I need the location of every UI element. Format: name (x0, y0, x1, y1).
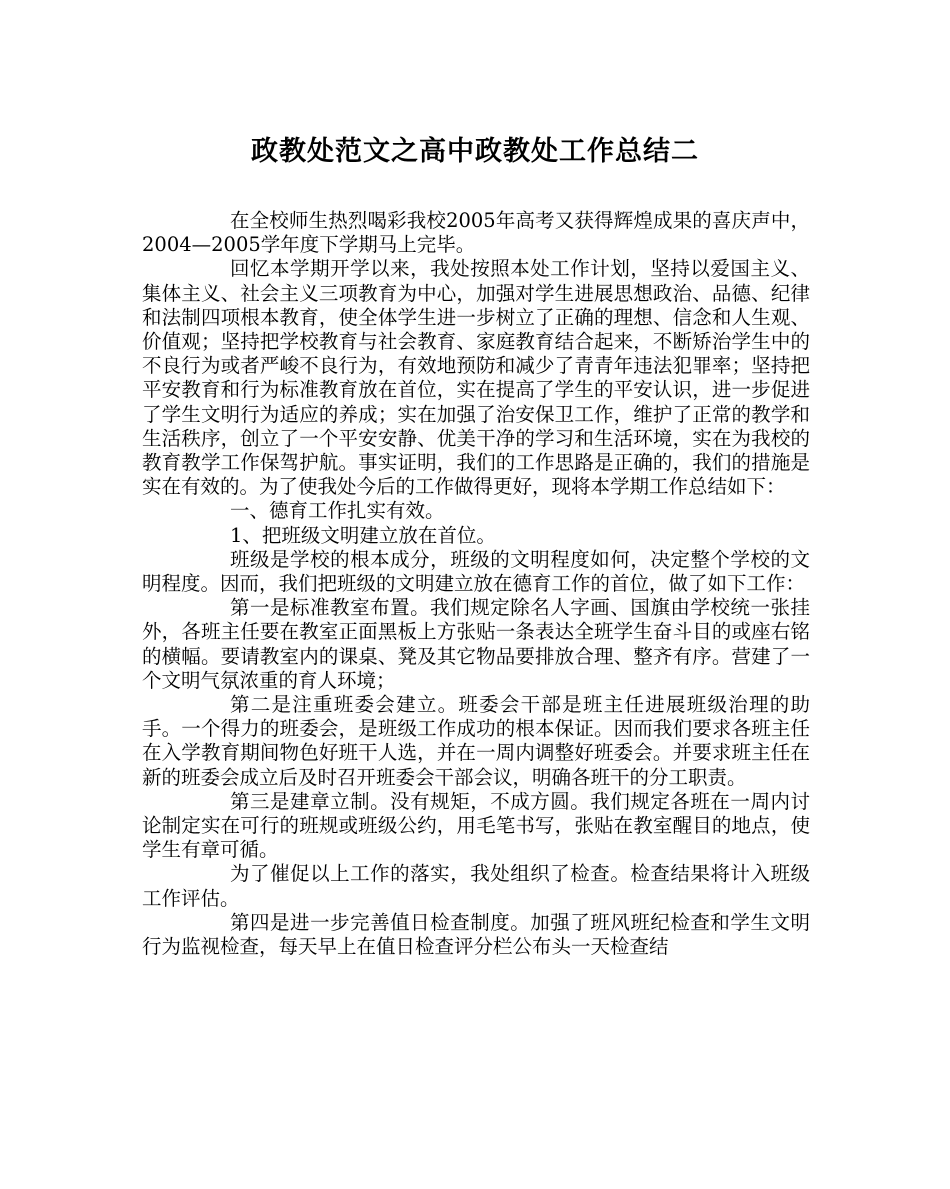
document-title: 政教处范文之高中政教处工作总结二 (251, 136, 699, 167)
subsection-heading-class-civilization: 1、把班级文明建立放在首位。 (230, 523, 496, 547)
paragraph-review: 回忆本学期开学以来，我处按照本处工作计划，坚持以爱国主义、集体主义、社会主义三项教育为中心，加强对学生进展思想政治、品德、纪律和法制四项根本教育，使全体学生进一步树立了正确的理想、信念和人生观、价值观；坚持把学校教育与社会教育、家庭教育结合起来，不断矫治学生中的不良行为或者严峻不良行为，有效地预防和减少了青青年违法犯罪率；坚持把平安教育和行为标准教育放在首位，实在提高了学生的平安认识，进一步促进了学生文明行为适应的养成；实在加强了治安保卫工作，维护了正常的教学和生活秩序，创立了一个平安安静、优美干净的学习和生活环境，实在为我校的教育教学工作保驾护航。事实证明，我们的工作思路是正确的，我们的措施是实在有效的。为了使我处今后的工作做得更好，现将本学期工作总结如下： (142, 257, 810, 499)
paragraph-class-importance: 班级是学校的根本成分，班级的文明程度如何，决定整个学校的文明程度。因而，我们把班级的文明建立放在德育工作的首位，做了如下工作： (142, 547, 810, 596)
paragraph-second-committee: 第二是注重班委会建立。班委会干部是班主任进展班级治理的助手。一个得力的班委会，是班级工作成功的根本保证。因而我们要求各班主任在入学教育期间物色好班干人选，并在一周内调整好班委会。并要求班主任在新的班委会成立后及时召开班委会干部会议，明确各班干的分工职责。 (142, 693, 810, 789)
paragraph-third-rules: 第三是建章立制。没有规矩，不成方圆。我们规定各班在一周内讨论制定实在可行的班规或班级公约，用毛笔书写，张贴在教室醒目的地点，使学生有章可循。 (142, 789, 810, 862)
paragraph-inspection: 为了催促以上工作的落实，我处组织了检查。检查结果将计入班级工作评估。 (142, 862, 810, 910)
document-body (142, 209, 810, 959)
paragraph-fourth-duty-check: 第四是进一步完善值日检查制度。加强了班风班纪检查和学生文明行为监视检查，每天早上在值日检查评分栏公布头一天检查结 (142, 910, 810, 959)
section-heading-moral-education: 一、德育工作扎实有效。 (230, 499, 445, 523)
paragraph-first-classroom: 第一是标准教室布置。我们规定除名人字画、国旗由学校统一张挂外，各班主任要在教室正面黑板上方张贴一条表达全班学生奋斗目的或座右铭的横幅。要请教室内的课桌、凳及其它物品要排放合理、整齐有序。营建了一个文明气氛浓重的育人环境； (142, 596, 810, 692)
paragraph-intro: 在全校师生热烈喝彩我校2005年高考又获得辉煌成果的喜庆声中，2004—2005学年度下学期马上完毕。 (142, 209, 810, 257)
